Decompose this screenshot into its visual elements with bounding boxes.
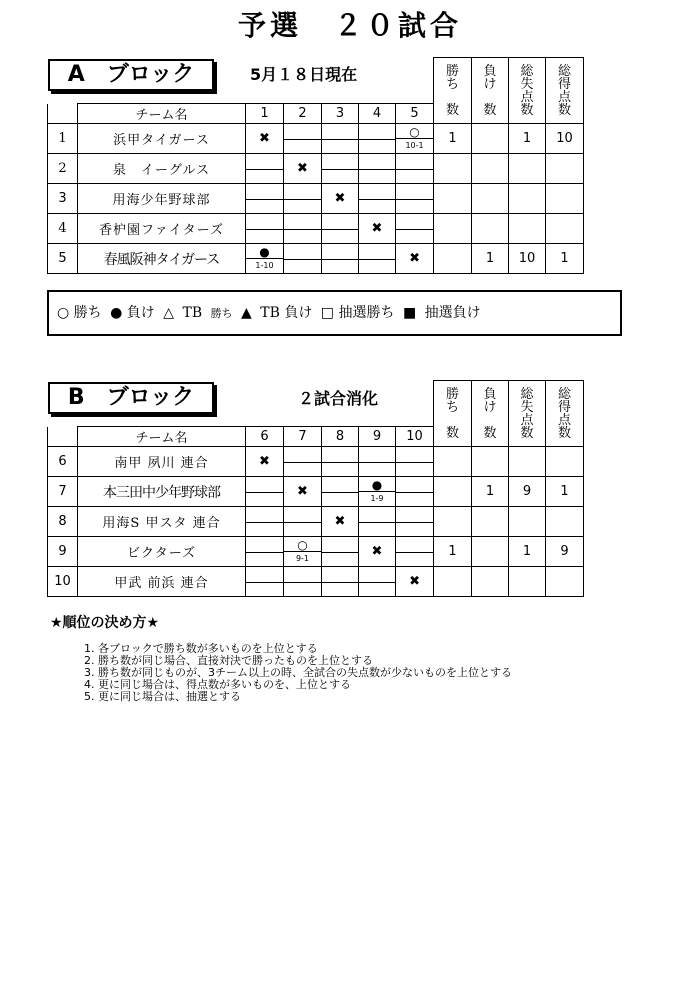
wins (434, 477, 472, 507)
wins: 1 (434, 537, 472, 567)
team-number: 4 (48, 214, 78, 244)
legend-lot-loss: 抽選負け (424, 305, 481, 321)
match-cell (322, 124, 359, 154)
team-name: 甲武 前浜 連合 (78, 567, 246, 597)
losses: 1 (472, 244, 509, 274)
match-cell (322, 477, 359, 507)
match-cell (246, 184, 284, 214)
team-name: 泉 イーグルス (78, 154, 246, 184)
self-cell: ✖ (322, 507, 359, 537)
legend-box (47, 290, 622, 336)
team-name: ビクターズ (78, 537, 246, 567)
rule-item: 5. 更に同じ場合は、抽選とする (84, 690, 241, 703)
match-cell (396, 537, 434, 567)
head-runs-scored: 総 得 点 数 (546, 381, 584, 447)
head-runs-allowed: 総 失 点 数 (509, 381, 546, 447)
col-head: 8 (322, 427, 359, 447)
legend-lot-win: □ 抽選勝ち (320, 305, 395, 321)
table-row (48, 124, 584, 154)
legend-tb-loss-symbol: ▲ (241, 305, 252, 321)
self-cell: ✖ (396, 244, 434, 274)
team-number: 3 (48, 184, 78, 214)
match-cell (322, 447, 359, 477)
team-number: 10 (48, 567, 78, 597)
rule-item: 3. 勝ち数が同じものが、3チーム以上の時、全試合の失点数が少ないものを上位とする (84, 666, 512, 679)
legend-tb-win-symbol: △ (163, 305, 175, 321)
match-cell (359, 507, 396, 537)
legend-tb-win-word: 勝ち (210, 307, 233, 320)
runs-allowed: 1 (509, 124, 546, 154)
team-name-header: チーム名 (78, 104, 246, 124)
match-cell (396, 154, 434, 184)
match-result: ● 1-9 (359, 477, 396, 507)
self-cell: ✖ (359, 214, 396, 244)
match-cell (284, 244, 322, 274)
match-cell (246, 567, 284, 597)
match-result: ● 1-10 (246, 244, 284, 274)
match-cell (246, 477, 284, 507)
match-cell (284, 184, 322, 214)
losses (472, 124, 509, 154)
legend-loss: ● 負け (110, 305, 155, 321)
head-wins: 勝 ち 数 (434, 58, 472, 124)
match-cell (359, 124, 396, 154)
match-cell (359, 184, 396, 214)
block-a-label: A ブロック (48, 59, 214, 91)
team-number: 2 (48, 154, 78, 184)
match-result: ○ 10-1 (396, 124, 434, 154)
match-cell (246, 154, 284, 184)
head-losses: 負 け 数 (472, 381, 509, 447)
match-cell (246, 214, 284, 244)
self-cell: ✖ (284, 477, 322, 507)
team-name: 香枦園ファイターズ (78, 214, 246, 244)
match-cell (396, 477, 434, 507)
team-name-header: チーム名 (78, 427, 246, 447)
col-head: 2 (284, 104, 322, 124)
match-cell (396, 507, 434, 537)
table-row (48, 214, 584, 244)
col-head: 5 (396, 104, 434, 124)
page-title: 予選 ２０試合 (237, 9, 462, 42)
team-name: 本三田中少年野球部 (78, 477, 246, 507)
runs-allowed: 9 (509, 477, 546, 507)
rules-title: ★順位の決め方★ (50, 615, 160, 631)
match-cell (284, 507, 322, 537)
col-head: 3 (322, 104, 359, 124)
col-head: 4 (359, 104, 396, 124)
runs-scored: 1 (546, 244, 584, 274)
match-cell (396, 214, 434, 244)
head-runs-scored: 総 得 点 数 (546, 58, 584, 124)
table-row (48, 154, 584, 184)
match-cell (284, 567, 322, 597)
col-head: 7 (284, 427, 322, 447)
team-number: 7 (48, 477, 78, 507)
block-b-table (47, 380, 584, 597)
match-cell (322, 537, 359, 567)
team-name: 南甲 夙川 連合 (78, 447, 246, 477)
runs-scored: 1 (546, 477, 584, 507)
runs-scored: 9 (546, 537, 584, 567)
runs-scored: 10 (546, 124, 584, 154)
block-a-status: 5月１８日現在 (250, 65, 358, 84)
team-number: 1 (48, 124, 78, 154)
col-head: 10 (396, 427, 434, 447)
table-row (48, 567, 584, 597)
self-cell: ✖ (396, 567, 434, 597)
rules-list (84, 643, 512, 703)
team-number: 5 (48, 244, 78, 274)
table-row (48, 184, 584, 214)
match-cell (322, 154, 359, 184)
head-wins: 勝 ち 数 (434, 381, 472, 447)
legend-tb-win: TB (182, 305, 203, 321)
team-name: 用海S 甲スタ 連合 (78, 507, 246, 537)
rule-item: 2. 勝ち数が同じ場合、直接対決で勝ったものを上位とする (84, 654, 373, 667)
table-row (48, 507, 584, 537)
block-a-table (47, 57, 584, 274)
table-row (48, 477, 584, 507)
block-b-status: ２試合消化 (298, 389, 379, 408)
match-cell (359, 244, 396, 274)
team-name: 用海少年野球部 (78, 184, 246, 214)
match-cell (246, 507, 284, 537)
team-name: 春風阪神タイガース (78, 244, 246, 274)
match-cell (284, 447, 322, 477)
match-cell (284, 214, 322, 244)
table-row (48, 447, 584, 477)
col-head: 9 (359, 427, 396, 447)
table-row (48, 244, 584, 274)
match-cell (359, 567, 396, 597)
head-runs-allowed: 総 失 点 数 (509, 58, 546, 124)
head-losses: 負 け 数 (472, 58, 509, 124)
team-number: 8 (48, 507, 78, 537)
self-cell: ✖ (246, 447, 284, 477)
col-head: 1 (246, 104, 284, 124)
match-cell (246, 537, 284, 567)
runs-allowed: 10 (509, 244, 546, 274)
legend-lot-loss-symbol: ■ (402, 305, 417, 321)
match-cell (322, 567, 359, 597)
match-cell (359, 447, 396, 477)
team-number: 6 (48, 447, 78, 477)
rule-item: 1. 各ブロックで勝ち数が多いものを上位とする (84, 642, 318, 655)
table-row (48, 537, 584, 567)
col-head: 6 (246, 427, 284, 447)
match-cell (322, 214, 359, 244)
team-number: 9 (48, 537, 78, 567)
team-name: 浜甲タイガース (78, 124, 246, 154)
wins: 1 (434, 124, 472, 154)
legend-tb-loss: TB 負け (260, 305, 313, 321)
self-cell: ✖ (284, 154, 322, 184)
losses: 1 (472, 477, 509, 507)
wins (434, 244, 472, 274)
rule-item: 4. 更に同じ場合は、得点数が多いものを、上位とする (84, 678, 351, 691)
match-result: ○ 9-1 (284, 537, 322, 567)
block-b-label: B ブロック (48, 382, 214, 414)
match-cell (322, 244, 359, 274)
runs-allowed: 1 (509, 537, 546, 567)
match-cell (396, 184, 434, 214)
self-cell: ✖ (322, 184, 359, 214)
self-cell: ✖ (246, 124, 284, 154)
match-cell (359, 154, 396, 184)
match-cell (284, 124, 322, 154)
self-cell: ✖ (359, 537, 396, 567)
losses (472, 537, 509, 567)
match-cell (396, 447, 434, 477)
legend-win: ○ 勝ち (57, 305, 102, 321)
